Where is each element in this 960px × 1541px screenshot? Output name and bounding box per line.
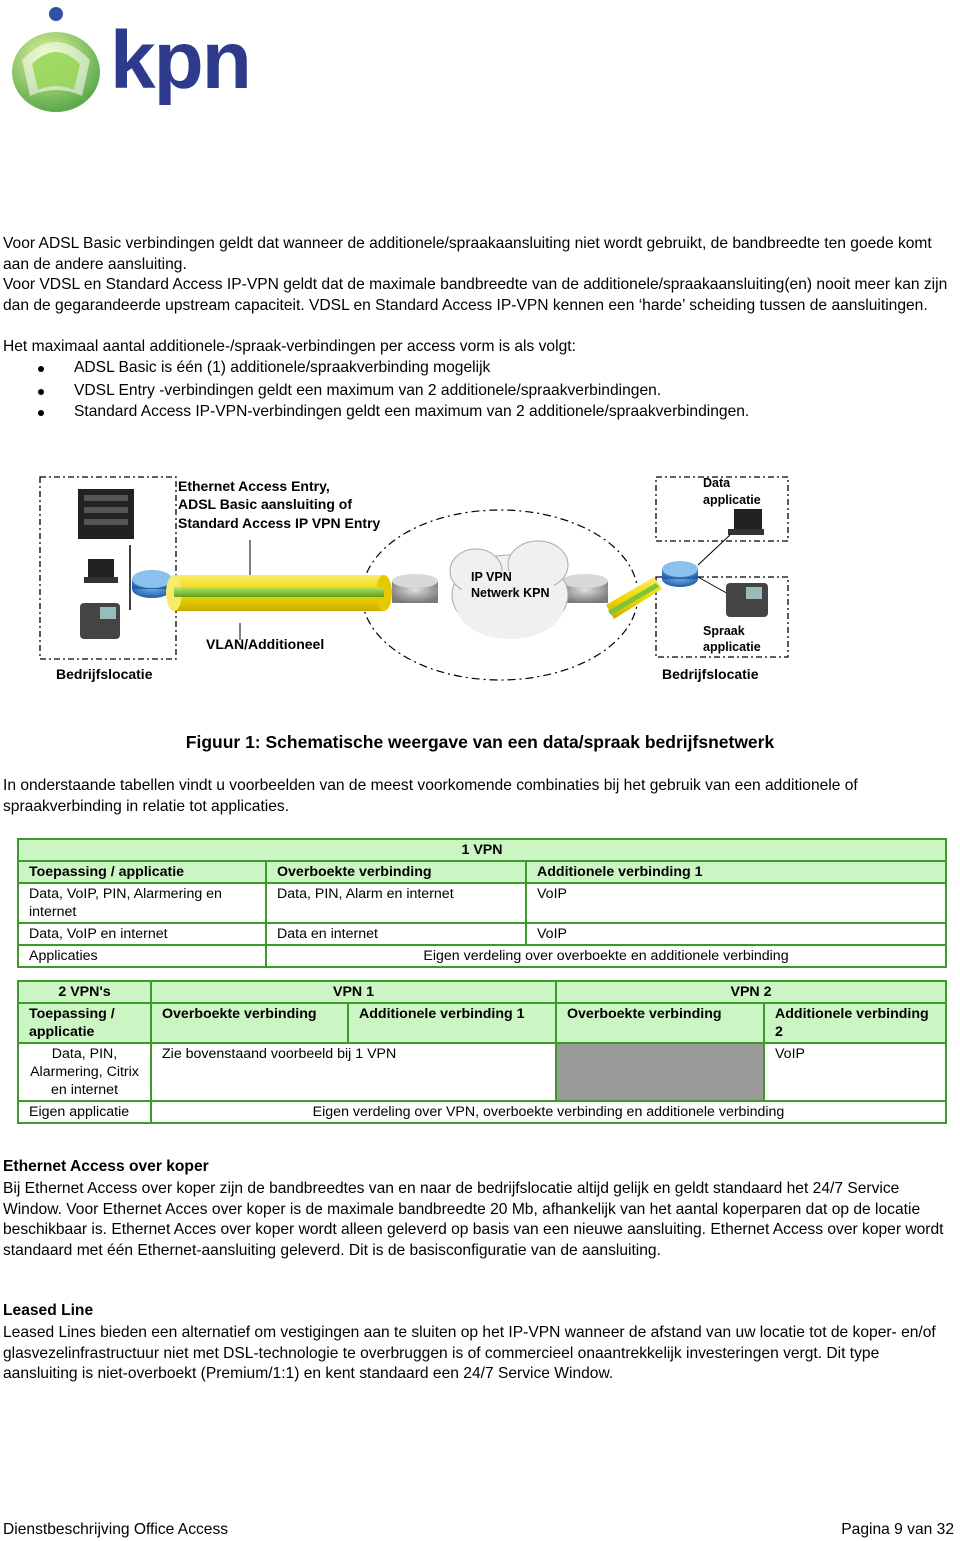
table-row — [18, 883, 946, 923]
table-header-cell: Overboekte verbinding — [556, 1003, 764, 1043]
table-header-cell: 2 VPN's — [18, 981, 151, 1003]
footer-title: Dienstbeschrijving Office Access — [3, 1521, 229, 1538]
table-row — [18, 1003, 946, 1043]
table-cell: VoIP — [526, 923, 946, 945]
table-cell: Applicaties — [18, 945, 266, 967]
access-label: Ethernet Access Entry, — [178, 478, 330, 494]
table-cell: VoIP — [764, 1043, 946, 1101]
table-cell: VoIP — [526, 883, 946, 923]
network-diagram — [0, 465, 960, 695]
figure-caption: Figuur 1: Schematische weergave van een data/spraak bedrijfsnetwerk — [185, 732, 775, 752]
intro-paragraph: Voor ADSL Basic verbindingen geldt dat wanneer de additionele/spraakaansluiting niet wordt gebruikt, de bandbreedte ten goede komt aan de andere aansluiting. — [3, 235, 932, 273]
access-label: ADSL Basic aansluiting of — [178, 496, 352, 512]
left-site-label: Bedrijfslocatie — [56, 666, 153, 682]
voice-app-label: Spraak — [703, 624, 745, 638]
tables-intro: In onderstaande tabellen vindt u voorbeelden van de meest voorkomende combinaties bij het gebruik van een additionele of spraakverbinding in relatie tot applicaties. — [3, 777, 858, 815]
data-app-label: applicatie — [703, 493, 761, 507]
table-title: 1 VPN — [18, 839, 946, 861]
access-label: Standard Access IP VPN Entry — [178, 515, 381, 531]
table-header-cell: Additionele verbinding 1 — [348, 1003, 556, 1043]
computer-icon — [728, 509, 764, 535]
table-cell: Eigen applicatie — [18, 1101, 151, 1123]
phone-icon — [726, 583, 768, 617]
section-text: Leased Lines bieden een alternatief om vestigingen aan te sluiten op het IP-VPN wanneer de afstand van uw locatie tot de koper- en/of glasvezelinfrastructuur niet met DSL-technologie te overbruggen is of commercieel onaantrekkelijk investeringen vergt. Dit type aansluiting is niet-overboekt (Premium/1:1) en kent standaard een 24/7 Service Window. — [3, 1324, 936, 1383]
table-header-cell: Additionele verbinding 2 — [764, 1003, 946, 1043]
router-icon — [662, 561, 698, 587]
access-pipe — [166, 575, 392, 611]
table-row — [18, 981, 946, 1003]
router-icon — [132, 570, 172, 598]
server-icon — [78, 489, 134, 539]
bullet-text: ADSL Basic is één (1) additionele/spraakverbinding mogelijk — [74, 359, 491, 376]
intro-paragraph: Het maximaal aantal additionele-/spraak-verbindingen per access vorm is als volgt: — [3, 338, 576, 355]
router-icon — [562, 574, 608, 603]
table-row — [18, 945, 946, 967]
table-cell: Zie bovenstaand voorbeeld bij 1 VPN — [151, 1043, 556, 1101]
bullet-icon — [38, 410, 44, 416]
table-header-cell: VPN 1 — [151, 981, 556, 1003]
computer-icon — [84, 559, 118, 583]
section-heading: Ethernet Access over koper — [3, 1158, 209, 1175]
bullet-icon — [38, 389, 44, 395]
right-site-label: Bedrijfslocatie — [662, 666, 759, 682]
table-row — [18, 839, 946, 861]
page-number: Pagina 9 van 32 — [841, 1521, 954, 1538]
table-header-cell: Overboekte verbinding — [151, 1003, 348, 1043]
table-cell: Data, VoIP en internet — [18, 923, 266, 945]
table-header-cell: Toepassing / applicatie — [18, 861, 266, 883]
voice-app-label: applicatie — [703, 640, 761, 654]
table-header-cell: Toepassing / applicatie — [18, 1003, 151, 1043]
access-pipe — [606, 577, 662, 619]
data-app-label: Data — [703, 476, 731, 490]
table-row — [18, 1101, 946, 1123]
bullet-icon — [38, 366, 44, 372]
table-header-cell: VPN 2 — [556, 981, 946, 1003]
bullet-text: Standard Access IP-VPN-verbindingen geldt een maximum van 2 additionele/spraakverbindingen. — [74, 403, 750, 420]
table-row — [18, 861, 946, 883]
kpn-logo — [4, 4, 284, 124]
table-1-vpn — [17, 838, 947, 968]
table-cell: Data, PIN, Alarm en internet — [266, 883, 526, 923]
table-cell: Data, PIN, Alarmering, Citrix en internet — [18, 1043, 151, 1101]
table-row — [18, 923, 946, 945]
bullet-text: VDSL Entry -verbindingen geldt een maximum van 2 additionele/spraakverbindingen. — [74, 382, 662, 399]
table-2-vpns — [17, 980, 947, 1124]
kpn-wordmark: kpn — [110, 15, 250, 106]
cloud-label: Netwerk KPN — [471, 586, 550, 600]
table-header-cell: Overboekte verbinding — [266, 861, 526, 883]
table-cell: Data en internet — [266, 923, 526, 945]
router-icon — [392, 574, 438, 603]
section-text: Bij Ethernet Access over koper zijn de bandbreedtes van en naar de bedrijfslocatie altijd gelijk en geldt standaard het 24/7 Service Window. Voor Ethernet Acces over koper is de maximale bandbreedte 20 Mb, afhankelijk van het aantal koperparen dat op de locatie beschikbaar is. Ethernet Acces over koper wordt alleen geleverd op basis van een nieuwe aansluiting. Ethernet Access over koper wordt standaard met één Ethernet-aansluiting geleverd. Dit is de basisconfiguratie van de aansluiting. — [3, 1180, 944, 1259]
table-row — [18, 1043, 946, 1101]
table-cell-shaded — [556, 1043, 764, 1101]
table-cell: Eigen verdeling over VPN, overboekte verbinding en additionele verbinding — [151, 1101, 946, 1123]
table-header-cell: Additionele verbinding 1 — [526, 861, 946, 883]
intro-paragraph: Voor VDSL en Standard Access IP-VPN geldt dat de maximale bandbreedte van de additionele/spraakaansluiting(en) nooit meer kan zijn dan de gegarandeerde upstream capaciteit. VDSL en Standard Access IP-VPN kennen een ‘harde’ scheiding tussen de aansluitingen. — [3, 276, 948, 314]
phone-icon — [80, 603, 120, 639]
section-heading: Leased Line — [3, 1302, 94, 1319]
table-cell: Eigen verdeling over overboekte en additionele verbinding — [266, 945, 946, 967]
table-cell: Data, VoIP, PIN, Alarmering en internet — [18, 883, 266, 923]
vlan-label: VLAN/Additioneel — [206, 636, 325, 652]
cloud-label: IP VPN — [471, 570, 512, 584]
